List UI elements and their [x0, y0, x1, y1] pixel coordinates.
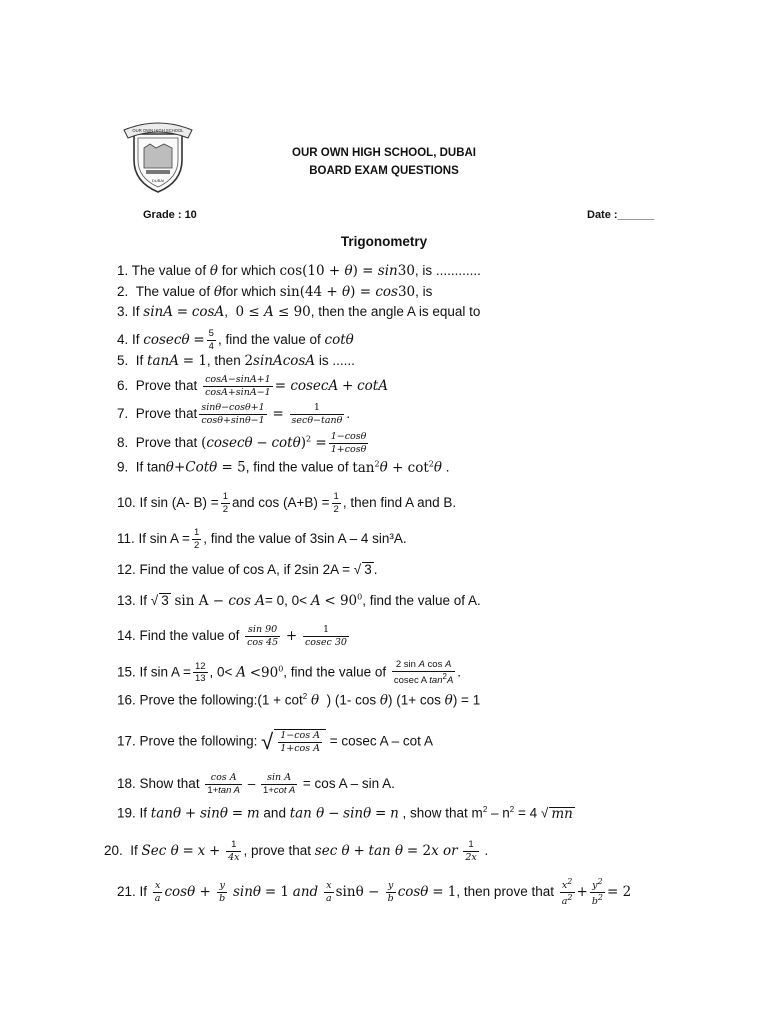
question-number: 20. [104, 842, 123, 858]
school-name: OUR OWN HIGH SCHOOL, DUBAI [292, 147, 476, 159]
question-number: 5. [117, 353, 129, 368]
question-9: 9. If tanθ+Cotθ = 5, find the value of $\tan^2\theta + \cot^2\theta$ . [117, 459, 450, 476]
logo-ribbon-text: OUR OWN HIGH SCHOOL [132, 128, 184, 133]
question-number: 14. [117, 627, 136, 643]
question-number: 18. [117, 775, 136, 791]
question-10: 10. If sin (A- B) = $\frac{1}{2}$ and cos (A+B) = $\frac{1}{2}$ , then find A and B. [117, 491, 457, 515]
question-6: 6. Prove that $\frac{\cos A-\sin A+1}{\cos A+\sin A-1}$ = cosecA + cotA [117, 374, 388, 398]
question-number: 6. [117, 377, 129, 393]
question-14: 14. Find the value of $\frac{\sin 90}{\cos 45}$ + $\frac{1}{cosec 30}$ [117, 624, 347, 648]
exam-subtitle: BOARD EXAM QUESTIONS [309, 165, 459, 177]
question-21: 21. If $\frac{x}{a}$ cosθ + $\frac{y}{b}$ sinθ = 1 and $\frac{x}{a}$ sinθ − $\frac{y}{b}$ cosθ = 1, then prove that $\frac{x^2}{a^2}$ + $\frac{y^2}{b^2}$ = 2 [117, 877, 632, 908]
question-number: 19. [117, 805, 136, 821]
logo-lower-text: DUBAI [151, 178, 165, 183]
question-number: 12. [117, 562, 136, 577]
question-2: 2. The value of θfor which sin(44 + θ) = cos30, is [117, 284, 433, 300]
question-8: 8. Prove that $(cosec\theta - \cot\theta)^2$ = $\frac{1-\cos\theta}{1+\cos\theta}$ [117, 431, 367, 455]
question-1: 1. The value of θ for which cos(10 + θ) = sin30, is ............ [117, 263, 481, 279]
question-12: 12. Find the value of cos A, if 2sin 2A = √ 3 . [117, 562, 378, 577]
question-5: 5. If tanA = 1, then 2sinAcosA is ...... [117, 353, 355, 369]
question-18: 18. Show that $\frac{\text{cos A}}{\text{1+tan A}}$ – $\frac{\text{sin A}}{\text{1+cot A}}$ = cos A – sin A. [117, 772, 395, 796]
question-number: 2. [117, 284, 129, 299]
question-number: 17. [117, 733, 136, 749]
date-label: Date :______ [587, 209, 655, 221]
question-number: 16. [117, 692, 136, 708]
question-number: 10. [117, 494, 136, 510]
question-3: 3. If sinA = cosA, 0 ≤ A ≤ 90, then the angle A is equal to [117, 304, 481, 320]
question-number: 1. [117, 263, 129, 278]
question-20: 20. If Sec θ = x + $\frac{1}{4x}$ , prove that sec θ + tan θ = 2x or $\frac{1}{2x}$ . [104, 839, 489, 863]
grade-label: Grade : 10 [143, 209, 197, 221]
question-19: 19. If tanθ + sinθ = m and tan θ − sinθ = n , show that $m^2 - n^2 = 4$ √ mn [117, 805, 573, 822]
question-number: 4. [117, 331, 129, 347]
question-16: 16. Prove the following:(1 + $\cot^2 \theta$ ) (1- cos θ) (1+ cos θ) = 1 [117, 692, 481, 709]
question-7: 7. Prove that $\frac{\sin\theta-\cos\theta+1}{\cos\theta+\sin\theta-1}$ = $\frac{1}{\sec\theta-\tan\theta}$ . [117, 402, 351, 426]
question-13: 13. If √ 3 sin A − cos A= 0, $0< A < 90^0$, find the value of A. [117, 592, 481, 609]
question-number: 7. [117, 405, 129, 421]
question-number: 9. [117, 459, 129, 475]
question-17: 17. Prove the following: √ $\frac{\text{1−cos A}}{\text{1+cos A}}$ = cosec A – cot A [117, 728, 433, 754]
question-number: 15. [117, 664, 136, 680]
question-number: 11. [117, 530, 135, 546]
question-number: 21. [117, 884, 136, 900]
subject-title: Trigonometry [340, 234, 428, 249]
question-11: 11. If sin A = $\frac{1}{2}$ , find the value of 3sin A – 4 sin³A. [117, 527, 407, 551]
question-15: 15. If sin A = $\frac{12}{13}$ , $0< A <90^0$, find the value of $\frac{\text{2 sin A cos A}}{cosec A \tan^2A}$ . [117, 659, 462, 687]
question-number: 8. [117, 434, 129, 450]
question-number: 3. [117, 304, 129, 319]
question-4: 4. If cosecθ = $\frac{5}{4}$ , find the value of cotθ [117, 328, 354, 352]
question-number: 13. [117, 593, 136, 608]
